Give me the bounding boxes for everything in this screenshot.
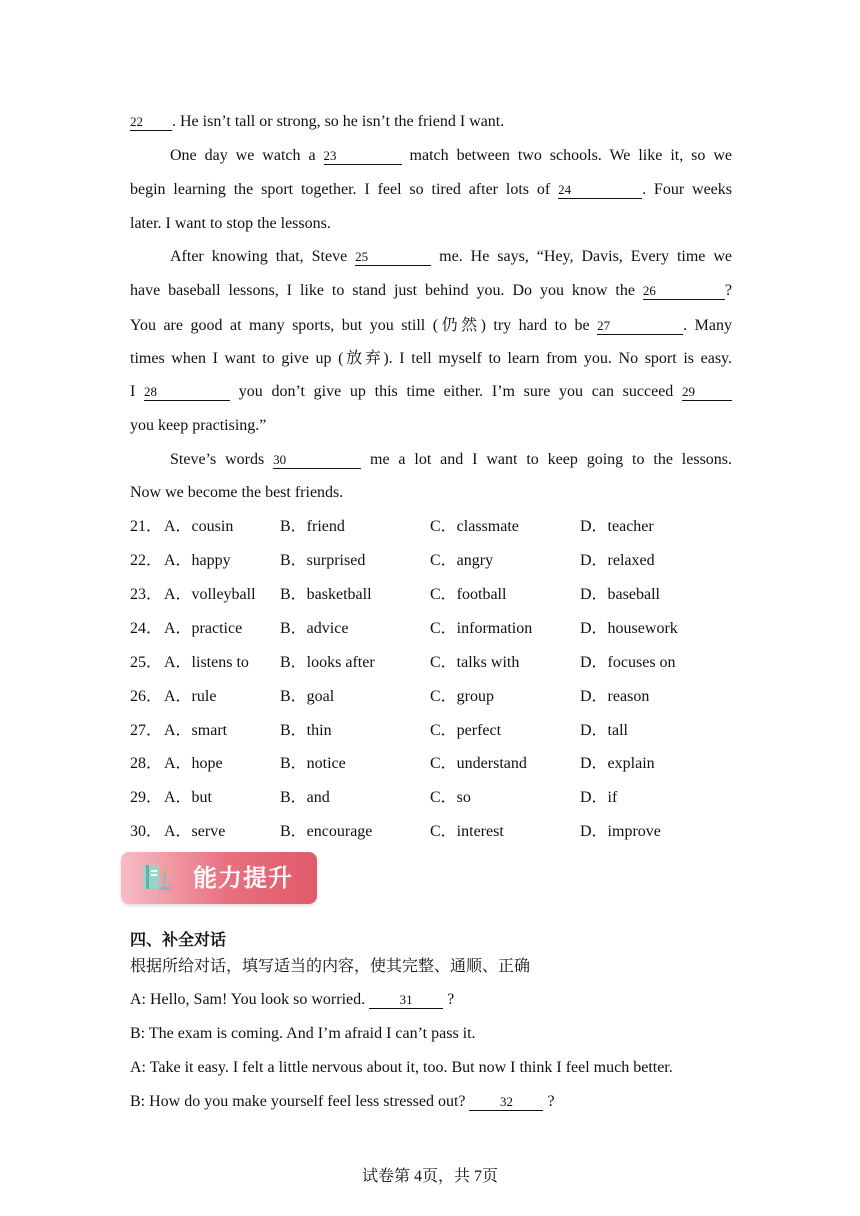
passage-text: One day we watch a [170,147,316,164]
passage-text: Steve’s words [170,451,265,468]
blank-23: 23 [324,148,402,165]
passage-text: ? [724,282,733,299]
option-c: C．angry [430,552,494,569]
passage-text: have baseball lessons, I like to stand just behind you. Do you know the [130,282,635,299]
dialogue-text: B: The exam is coming. And I’m afraid I can’t pass it. [130,1025,476,1042]
option-c: C．interest [430,823,504,840]
blank-25: 25 [355,249,431,266]
question-number: 22． [130,552,163,569]
instruction-text: 根据所给对话，填写适当的内容，使其完整、通顺、正确 [130,956,531,975]
passage-text: begin learning the sport together. I feel so tired after lots of [130,181,551,198]
passage-text: Now we become the best friends. [130,484,344,501]
passage-text: you don’t give up this time either. I’m sure you can succeed [238,383,674,400]
blank-30: 30 [273,452,361,469]
passage-text: . He isn’t tall or strong, so he isn’t the friend I want. [172,113,505,130]
option-a: A．listens to [164,654,249,671]
question-number: 25． [130,654,163,671]
option-a: A．serve [164,823,226,840]
option-d: D．explain [580,755,655,772]
question-number: 21． [130,518,163,535]
section-instruction [130,956,732,976]
blank-31: 31 [369,992,443,1009]
passage-text: later. I want to stop the lessons. [130,215,331,232]
option-c: C．so [430,789,471,806]
question-row [130,550,730,572]
option-b: B．looks after [280,654,375,671]
passage-text: me. He says, “Hey, Davis, Every time we [439,248,733,265]
passage-line-8 [130,348,732,369]
option-a: A．happy [164,552,231,569]
dialogue-line-1 [130,990,732,1010]
option-d: D．tall [580,722,628,739]
option-c: C．classmate [430,518,519,535]
passage-line-9 [130,382,732,402]
option-b: B．advice [280,620,349,637]
passage-text: match between two schools. We like it, so we [409,147,733,164]
blank-26: 26 [643,283,725,300]
blank-28: 28 [144,384,230,401]
blank-22: 22 [130,114,172,131]
dialogue-text: ? [547,1093,555,1110]
option-a: A．hope [164,755,223,772]
passage-text: . Four weeks [642,181,733,198]
passage-line-4 [130,214,732,234]
passage-text: me a lot and I want to keep going to the lessons. [370,451,733,468]
option-a: A．smart [164,722,228,739]
option-a: A．cousin [164,518,234,535]
question-number: 24． [130,620,163,637]
question-row [130,787,730,809]
blank-24: 24 [558,182,642,199]
option-d: D．teacher [580,518,654,535]
chinese-gloss: 仍然 [438,315,481,334]
option-c: C．perfect [430,722,502,739]
option-b: B．basketball [280,586,372,603]
passage-text: . Many [683,317,732,334]
passage-text: ) try hard to be [480,317,590,334]
option-c: C．group [430,688,495,705]
passage-line-2 [170,146,732,166]
option-b: B．friend [280,518,345,535]
dialogue-line-4 [130,1092,732,1112]
passage-line-5 [170,247,732,267]
question-row [130,584,730,606]
question-number: 26． [130,688,163,705]
blank-29: 29 [682,384,732,401]
passage-text: After knowing that, Steve [170,248,348,265]
dialogue-text: A: Take it easy. I felt a little nervous about it, too. But now I think I feel much better. [130,1059,673,1076]
passage-line-11 [170,450,732,470]
question-number: 27． [130,722,163,739]
question-row [130,652,730,674]
dialogue-line-3 [130,1058,732,1078]
section-title: 四、补全对话 [130,930,227,949]
ability-boost-banner [121,852,317,904]
passage-text: You are good at many sports, but you still ( [130,317,439,334]
dialogue-text: A: Hello, Sam! You look so worried. [130,991,366,1008]
chinese-gloss: 放弃 [343,348,384,367]
book-lamp-icon [139,861,173,895]
question-row [130,618,730,640]
question-number: 29． [130,789,163,806]
option-b: B．thin [280,722,332,739]
question-row [130,753,730,775]
passage-line-7 [130,315,732,336]
banner-title: 能力提升 [193,864,293,892]
option-a: A．rule [164,688,217,705]
passage-text: times when I want to give up ( [130,350,344,367]
option-d: D．housework [580,620,678,637]
option-a: A．volleyball [164,586,256,603]
passage-line-1 [130,112,732,132]
option-b: B．and [280,789,330,806]
dialogue-text: ? [447,991,455,1008]
question-number: 30． [130,823,163,840]
option-a: A．practice [164,620,243,637]
question-row [130,821,730,843]
option-b: B．goal [280,688,335,705]
passage-line-3 [130,180,732,200]
passage-line-6 [130,281,732,301]
option-c: C．understand [430,755,527,772]
passage-text: I [130,383,136,400]
passage-text: ). I tell myself to learn from you. No sport is easy. [383,350,732,367]
option-d: D．relaxed [580,552,655,569]
question-row [130,720,730,742]
page-footer: 试卷第 4页，共 7页 [361,1168,498,1185]
option-c: C．football [430,586,507,603]
question-number: 23． [130,586,163,603]
option-d: D．focuses on [580,654,676,671]
dialogue-text: B: How do you make yourself feel less stressed out? [130,1093,466,1110]
blank-27: 27 [597,318,683,335]
option-b: B．notice [280,755,346,772]
passage-line-10 [130,416,732,436]
passage-line-12 [130,483,732,503]
dialogue-line-2 [130,1024,732,1044]
option-c: C．talks with [430,654,520,671]
question-number: 28． [130,755,163,772]
option-b: B．encourage [280,823,373,840]
option-c: C．information [430,620,533,637]
option-d: D．improve [580,823,661,840]
option-d: D．baseball [580,586,660,603]
option-d: D．reason [580,688,650,705]
option-a: A．but [164,789,213,806]
question-row [130,686,730,708]
passage-text: you keep practising.” [130,417,267,434]
question-row [130,516,730,538]
option-b: B．surprised [280,552,366,569]
blank-32: 32 [469,1094,543,1111]
option-d: D．if [580,789,618,806]
